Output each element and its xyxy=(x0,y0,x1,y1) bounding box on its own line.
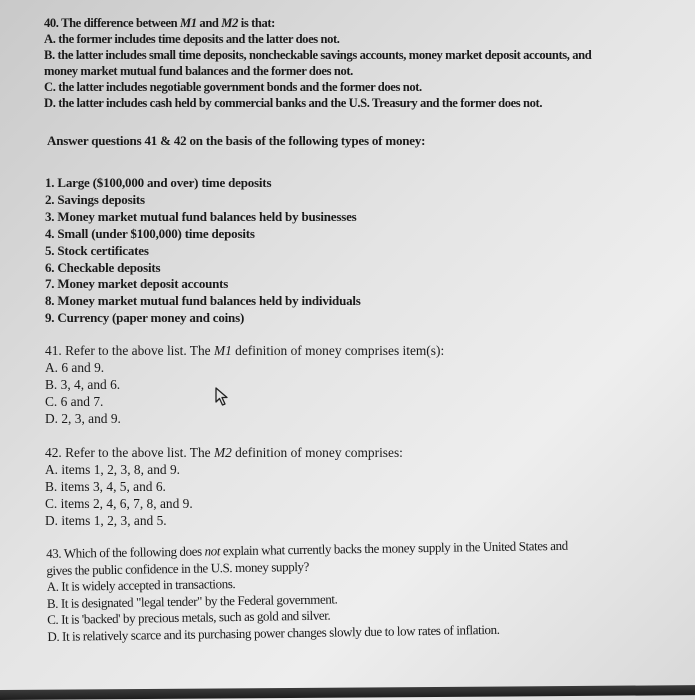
option-a: A. the former includes time deposits and the latter does not. xyxy=(44,32,340,46)
question-42 xyxy=(45,444,403,529)
m1-term: M1 xyxy=(213,343,232,358)
list-item: 2. Savings deposits xyxy=(45,191,145,207)
m2-term: M2 xyxy=(221,16,238,30)
list-item: 3. Money market mutual fund balances held by businesses xyxy=(45,208,357,224)
option-c: C. It is 'backed' by precious metals, such as gold and silver. xyxy=(47,607,331,628)
option-b-continued: money market mutual fund balances and the former does not. xyxy=(44,64,353,78)
option-b: B. 3, 4, and 6. xyxy=(45,377,121,392)
question-40 xyxy=(44,15,591,111)
question-41-stem xyxy=(45,342,444,359)
stem-text: and xyxy=(196,16,222,30)
option-d: D. items 1, 2, 3, and 5. xyxy=(45,513,167,528)
list-item: 6. Checkable deposits xyxy=(45,259,161,275)
m1-term: M1 xyxy=(179,16,197,30)
not-emphasis: not xyxy=(204,543,221,559)
screen-bezel xyxy=(0,685,695,700)
stem-text: definition of money comprises item(s): xyxy=(231,343,445,358)
mouse-pointer-icon xyxy=(215,387,231,407)
option-b: B. the latter includes small time deposits, noncheckable savings accounts, money market deposit accounts, and xyxy=(44,48,592,62)
list-item: 9. Currency (paper money and coins) xyxy=(45,310,245,326)
option-a: A. It is widely accepted in transactions. xyxy=(46,576,236,595)
question-42-stem xyxy=(45,444,403,461)
list-item: 4. Small (under $100,000) time deposits xyxy=(45,225,255,241)
option-b: B. items 3, 4, 5, and 6. xyxy=(45,479,166,494)
question-41 xyxy=(45,342,444,427)
m2-term: M2 xyxy=(213,445,232,460)
option-d: D. 2, 3, and 9. xyxy=(45,411,121,426)
stem-text: explain what currently backs the money supply in the United States and xyxy=(219,537,568,559)
question-43-stem-continued: gives the public confidence in the U.S. money supply? xyxy=(46,558,310,578)
instructions: Answer questions 41 & 42 on the basis of the following types of money: xyxy=(47,133,426,148)
stem-text: 43. Which of the following does xyxy=(46,543,205,561)
question-43 xyxy=(46,538,569,646)
stem-text: 40. The difference between xyxy=(44,16,180,30)
option-a: A. 6 and 9. xyxy=(45,360,105,375)
stem-text: 42. Refer to the above list. The xyxy=(45,445,214,460)
option-a: A. items 1, 2, 3, 8, and 9. xyxy=(45,462,181,477)
money-types-list xyxy=(45,175,361,327)
list-item: 5. Stock certificates xyxy=(45,242,149,258)
stem-text: definition of money comprises: xyxy=(231,445,403,460)
option-d: D. the latter includes cash held by commercial banks and the U.S. Treasury and the former does not. xyxy=(44,96,543,110)
list-item: 1. Large ($100,000 and over) time deposits xyxy=(45,175,272,190)
stem-text: 41. Refer to the above list. The xyxy=(45,343,214,358)
option-c: C. the latter includes negotiable government bonds and the former does not. xyxy=(44,80,422,94)
list-item: 8. Money market mutual fund balances held by individuals xyxy=(45,293,361,309)
option-c: C. 6 and 7. xyxy=(45,394,104,409)
option-b: B. It is designated "legal tender" by the Federal government. xyxy=(46,591,338,611)
option-c: C. items 2, 4, 6, 7, 8, and 9. xyxy=(45,496,193,511)
question-40-stem xyxy=(44,15,591,31)
option-d: D. It is relatively scarce and its purchasing power changes slowly due to low rates of inflation. xyxy=(47,621,500,644)
list-item: 7. Money market deposit accounts xyxy=(45,276,229,292)
stem-text: is that: xyxy=(238,16,275,30)
